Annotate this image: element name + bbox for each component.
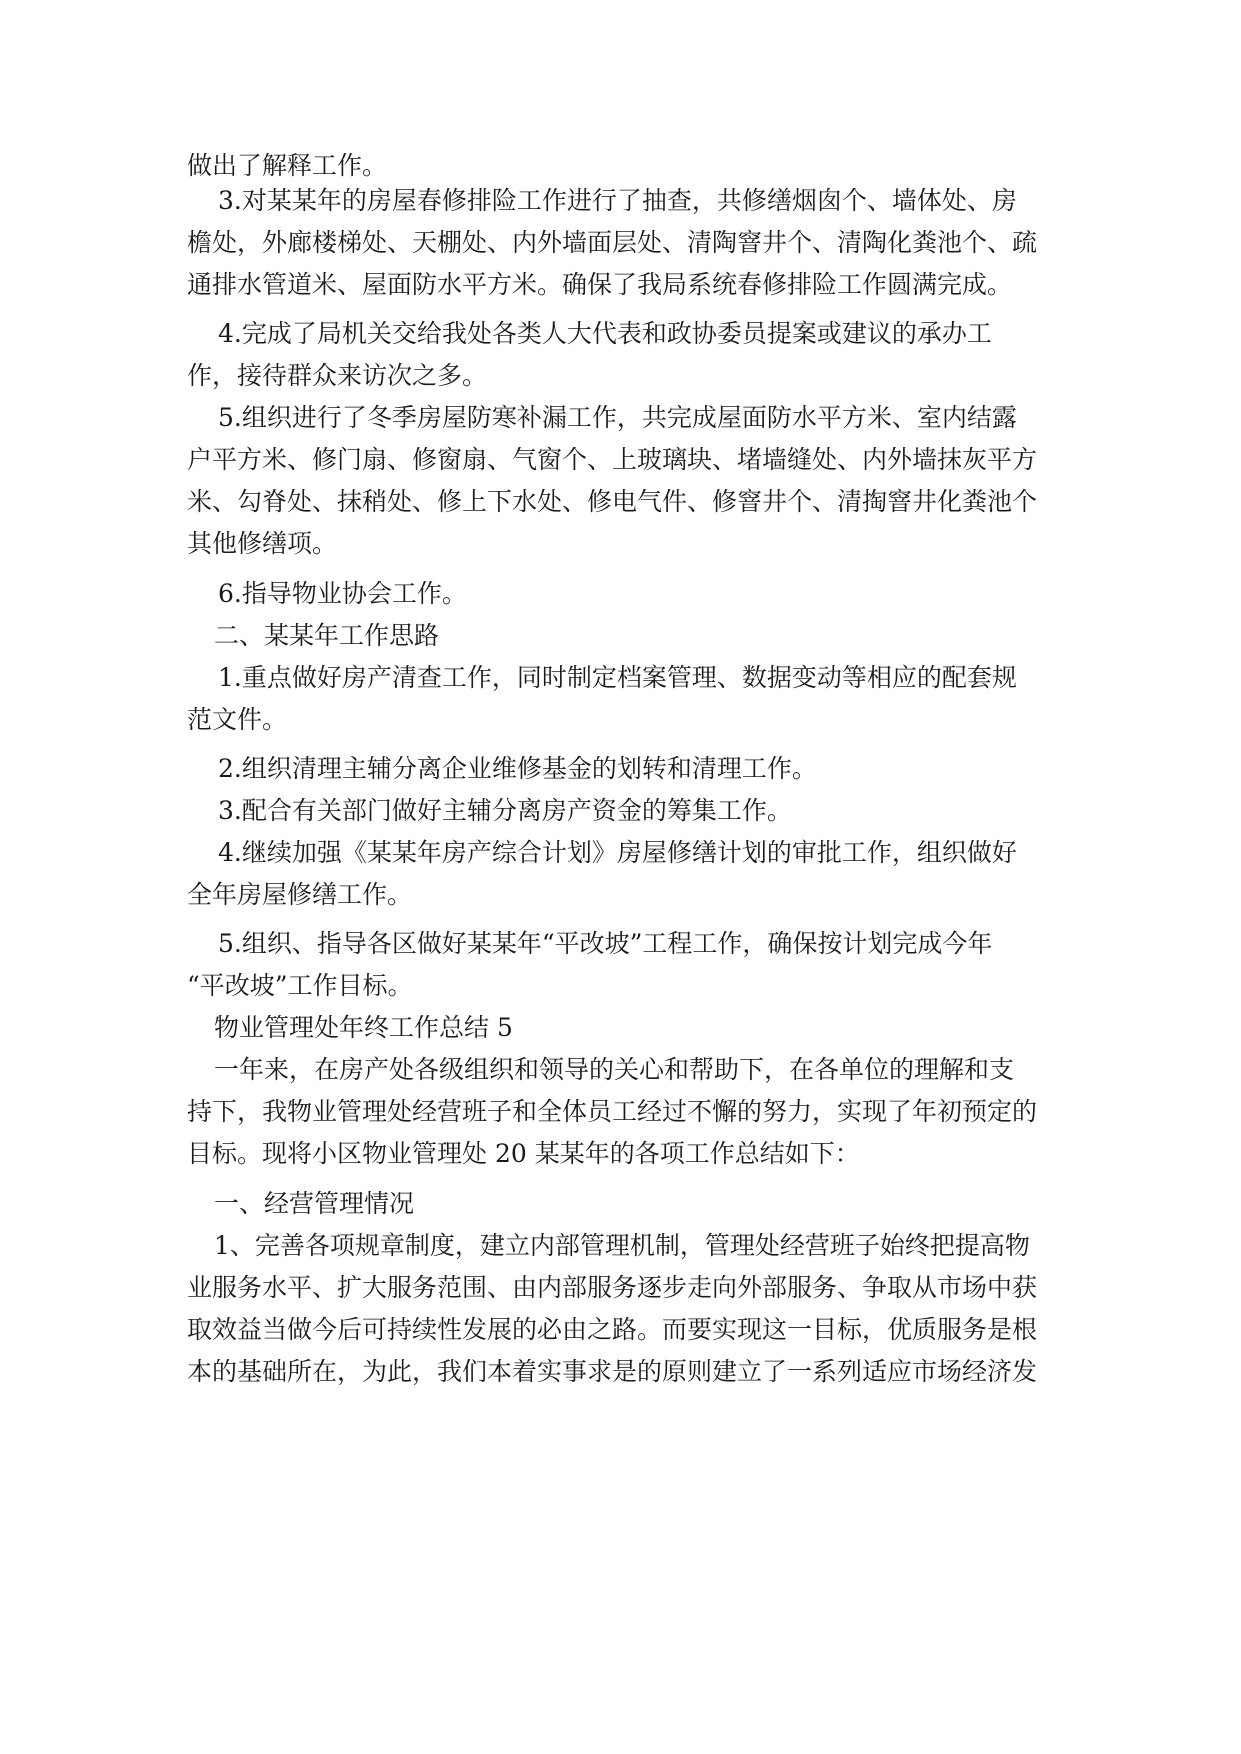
section-heading: 二、某某年工作思路 bbox=[214, 621, 440, 650]
text-line: 5.组织进行了冬季房屋防寒补漏工作，共完成屋面防水平方米、室内结露 bbox=[218, 403, 1017, 432]
text-line: 1.重点做好房产清查工作，同时制定档案管理、数据变动等相应的配套规 bbox=[218, 663, 1017, 692]
text-line: 本的基础所在，为此，我们本着实事求是的原则建立了一系列适应市场经济发 bbox=[187, 1357, 1038, 1386]
text-line: 业服务水平、扩大服务范围、由内部服务逐步走向外部服务、争取从市场中获 bbox=[187, 1273, 1038, 1302]
text-line: 通排水管道米、屋面防水平方米。确保了我局系统春修排险工作圆满完成。 bbox=[187, 270, 1013, 299]
text-line: 一年来，在房产处各级组织和领导的关心和帮助下，在各单位的理解和支 bbox=[214, 1055, 1015, 1084]
text-line: 米、勾脊处、抹稍处、修上下水处、修电气件、修窨井个、清掏窨井化粪池个 bbox=[187, 487, 1038, 516]
text-line: 4.完成了局机关交给我处各类人大代表和政协委员提案或建议的承办工 bbox=[218, 319, 992, 348]
text-line: 户平方米、修门扇、修窗扇、气窗个、上玻璃块、堵墙缝处、内外墙抹灰平方 bbox=[187, 445, 1038, 474]
text-line: 3.配合有关部门做好主辅分离房产资金的筹集工作。 bbox=[218, 796, 792, 825]
text-line: 全年房屋修缮工作。 bbox=[187, 880, 413, 909]
text-line: 5.组织、指导各区做好某某年“平改坡”工程工作，确保按计划完成今年 bbox=[218, 929, 993, 958]
text-line: 其他修缮项。 bbox=[187, 529, 338, 558]
text-line: 檐处，外廊楼梯处、天棚处、内外墙面层处、清陶窨井个、清陶化粪池个、疏 bbox=[187, 228, 1038, 257]
text-line: 4.继续加强《某某年房产综合计划》房屋修缮计划的审批工作，组织做好 bbox=[218, 838, 1017, 867]
text-line: 6.指导物业协会工作。 bbox=[218, 579, 467, 608]
text-line: 取效益当做今后可持续性发展的必由之路。而要实现这一目标，优质服务是根 bbox=[187, 1315, 1038, 1344]
text-line: 做出了解释工作。 bbox=[187, 151, 388, 180]
text-line: 3.对某某年的房屋春修排险工作进行了抽查，共修缮烟囱个、墙体处、房 bbox=[218, 186, 1017, 215]
text-line: 2.组织清理主辅分离企业维修基金的划转和清理工作。 bbox=[218, 754, 817, 783]
text-line: 作，接待群众来访次之多。 bbox=[187, 361, 488, 390]
section-title: 物业管理处年终工作总结 5 bbox=[214, 1013, 513, 1042]
text-line: 范文件。 bbox=[187, 705, 288, 734]
text-line: 目标。现将小区物业管理处 20 某某年的各项工作总结如下： bbox=[187, 1139, 860, 1168]
text-line: 持下，我物业管理处经营班子和全体员工经过不懈的努力，实现了年初预定的 bbox=[187, 1097, 1038, 1126]
text-line: 1、完善各项规章制度，建立内部管理机制，管理处经营班子始终把提高物 bbox=[214, 1231, 1030, 1260]
text-line: “平改坡”工作目标。 bbox=[187, 971, 413, 1000]
section-heading: 一、经营管理情况 bbox=[214, 1189, 415, 1218]
